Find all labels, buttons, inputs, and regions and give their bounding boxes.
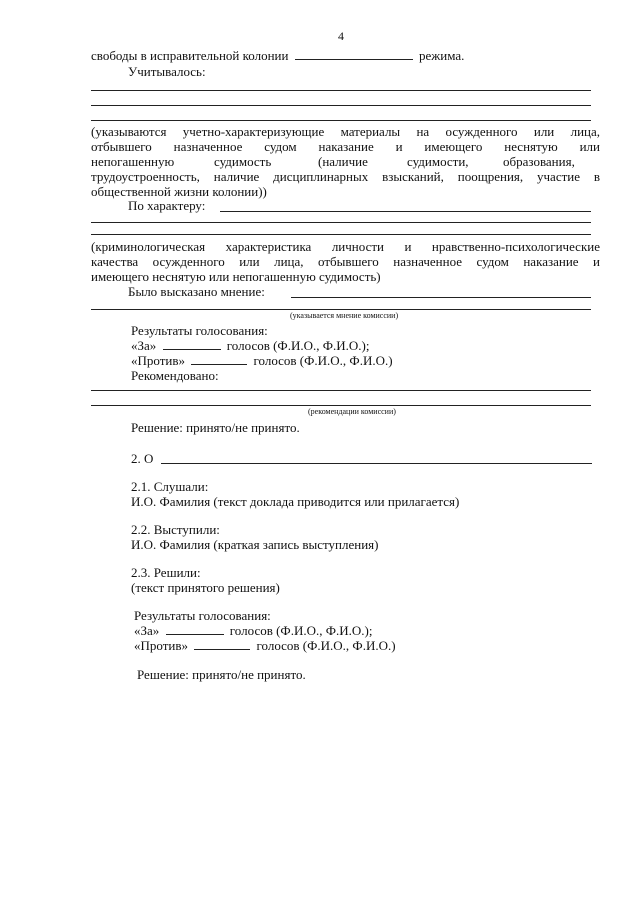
note-materials-line: (указываются учетно-характеризующие материалы на осужденного или лица, <box>91 124 600 139</box>
note-materials-word: непогашенную <box>91 154 175 169</box>
colony-line-start: свободы в исправительной колонии <box>91 48 289 63</box>
blank-line <box>91 390 591 391</box>
note-materials-word: (наличие <box>318 154 368 169</box>
note-criminology-line: (криминологическая характеристика личности и нравственно-психологические <box>91 239 600 254</box>
opinion-caption: (указывается мнение комиссии) <box>290 311 399 320</box>
vote-against-label: «Против» <box>131 353 185 368</box>
note-materials-line: общественной жизни колонии)) <box>91 184 267 199</box>
note-materials-line: отбывшего назначенное судом наказание и имеющего неснятую или <box>91 139 600 154</box>
considered-label: Учитывалось: <box>128 64 206 79</box>
decision-text: Решение: принято/не принято. <box>137 667 306 682</box>
blank-line <box>91 120 591 121</box>
heard-title: 2.1. Слушали: <box>131 479 209 494</box>
vote-for-row <box>131 338 369 353</box>
blank-line <box>291 297 591 298</box>
character-label: По характеру: <box>128 198 206 213</box>
blank-line <box>91 309 591 310</box>
regime-blank <box>295 48 413 60</box>
vote-for-text: голосов (Ф.И.О., Ф.И.О.); <box>226 338 370 353</box>
vote-against-label: «Против» <box>134 638 188 653</box>
resolved-title: 2.3. Решили: <box>131 565 201 580</box>
blank-line <box>91 222 591 223</box>
heard-text: И.О. Фамилия (текст доклада приводится или прилагается) <box>131 494 460 509</box>
spoke-text: И.О. Фамилия (краткая запись выступления) <box>131 537 379 552</box>
vote-results-title: Результаты голосования: <box>131 323 268 338</box>
vote-against-count-blank <box>194 638 250 650</box>
opinion-label: Было высказано мнение: <box>128 284 265 299</box>
vote-for-text: голосов (Ф.И.О., Ф.И.О.); <box>229 623 373 638</box>
vote-against-row <box>134 638 396 653</box>
note-criminology-line: качества осужденного или лица, отбывшего назначенное судом наказание и <box>91 254 600 269</box>
vote-results-title: Результаты голосования: <box>134 608 271 623</box>
note-materials-line: трудоустроенность, наличие дисциплинарных взысканий, поощрения, участие в <box>91 169 600 184</box>
note-materials-word: образования, <box>503 154 575 169</box>
vote-for-label: «За» <box>131 338 157 353</box>
note-materials-word: судимости, <box>407 154 469 169</box>
vote-against-text: голосов (Ф.И.О., Ф.И.О.) <box>256 638 396 653</box>
note-criminology-line: имеющего неснятую или непогашенную судимость) <box>91 269 381 284</box>
colony-line-end: режима. <box>418 48 465 63</box>
decision-text: Решение: принято/не принято. <box>131 420 300 435</box>
blank-line <box>91 105 591 106</box>
vote-for-count-blank <box>166 623 224 635</box>
blank-line <box>91 405 591 406</box>
blank-line <box>220 211 591 212</box>
blank-line <box>91 234 591 235</box>
blank-line <box>91 90 591 91</box>
vote-for-label: «За» <box>134 623 160 638</box>
item-2-label: 2. О <box>131 451 154 466</box>
blank-line <box>161 463 592 464</box>
vote-for-row <box>134 623 372 638</box>
recommend-caption: (рекомендации комиссии) <box>308 407 396 416</box>
colony-line <box>91 48 464 63</box>
note-materials-word: судимость <box>214 154 272 169</box>
vote-against-count-blank <box>191 353 247 365</box>
vote-against-text: голосов (Ф.И.О., Ф.И.О.) <box>253 353 393 368</box>
spoke-title: 2.2. Выступили: <box>131 522 220 537</box>
recommended-label: Рекомендовано: <box>131 368 219 383</box>
vote-against-row <box>131 353 393 368</box>
page-number: 4 <box>338 29 344 43</box>
vote-for-count-blank <box>163 338 221 350</box>
resolved-text: (текст принятого решения) <box>131 580 280 595</box>
